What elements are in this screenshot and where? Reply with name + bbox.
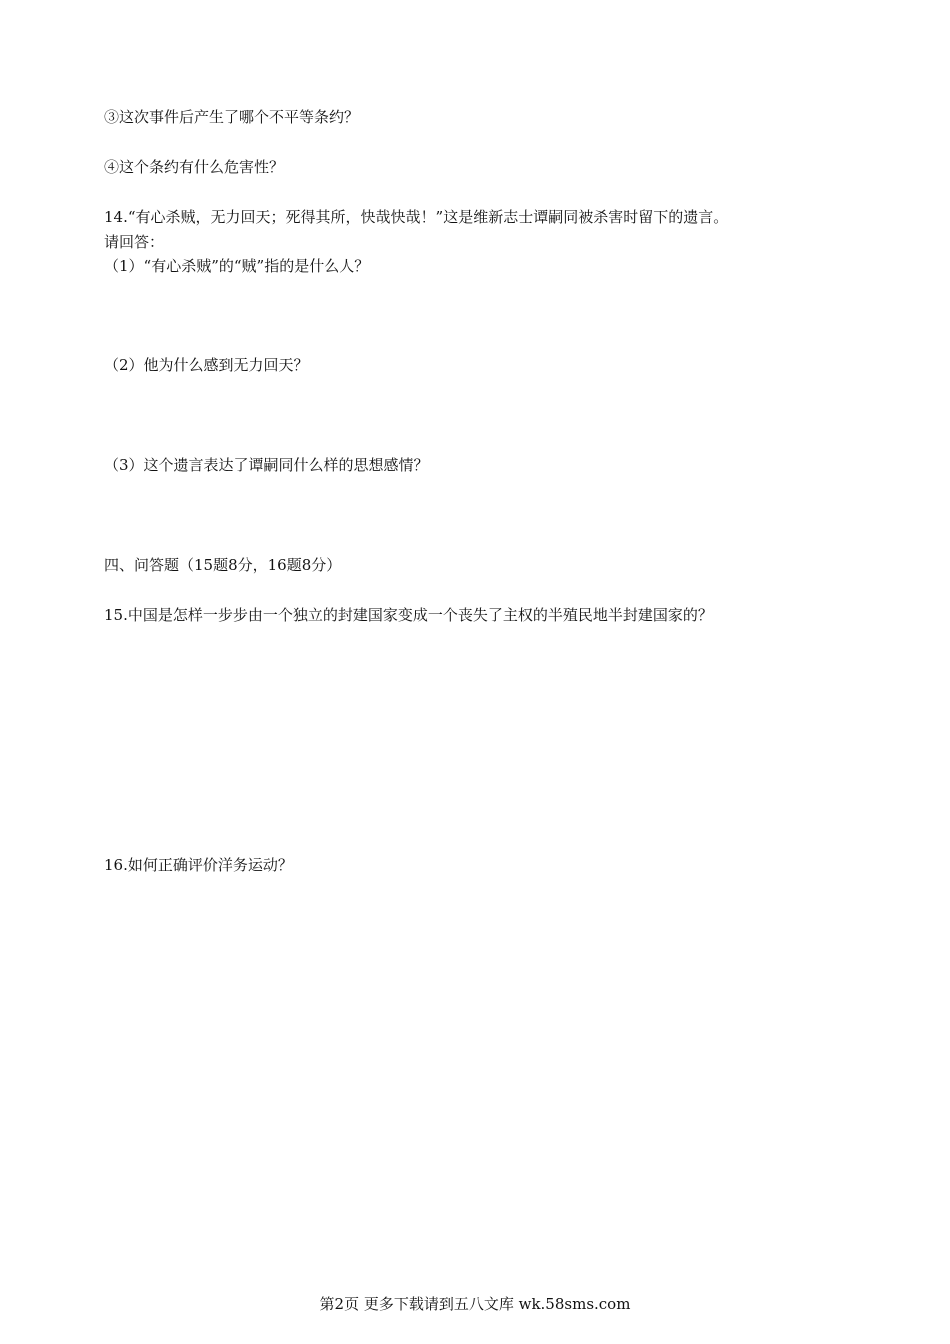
question-14-part-1: （1）“有心杀贼”的“贼”指的是什么人？ (104, 257, 370, 275)
question-14-part-2: （2）他为什么感到无力回天？ (104, 356, 309, 374)
page-footer: 第2页 更多下载请到五八文库 wk.58sms.com (319, 1295, 631, 1313)
question-14-prompt: 请回答： (104, 233, 165, 251)
question-13-item-4: ④这个条约有什么危害性？ (104, 158, 285, 176)
question-14-stem: 14.“有心杀贼，无力回天；死得其所，快哉快哉！”这是维新志士谭嗣同被杀害时留下的遗言。 (104, 208, 729, 226)
question-13-item-3: ③这次事件后产生了哪个不平等条约？ (104, 108, 360, 126)
question-16: 16.如何正确评价洋务运动？ (104, 856, 293, 874)
question-14-part-3: （3）这个遗言表达了谭嗣同什么样的思想感情？ (104, 456, 429, 474)
question-15: 15.中国是怎样一步步由一个独立的封建国家变成一个丧失了主权的半殖民地半封建国家的？ (104, 606, 713, 624)
section-4-heading: 四、问答题（15题8分，16题8分） (104, 556, 342, 574)
